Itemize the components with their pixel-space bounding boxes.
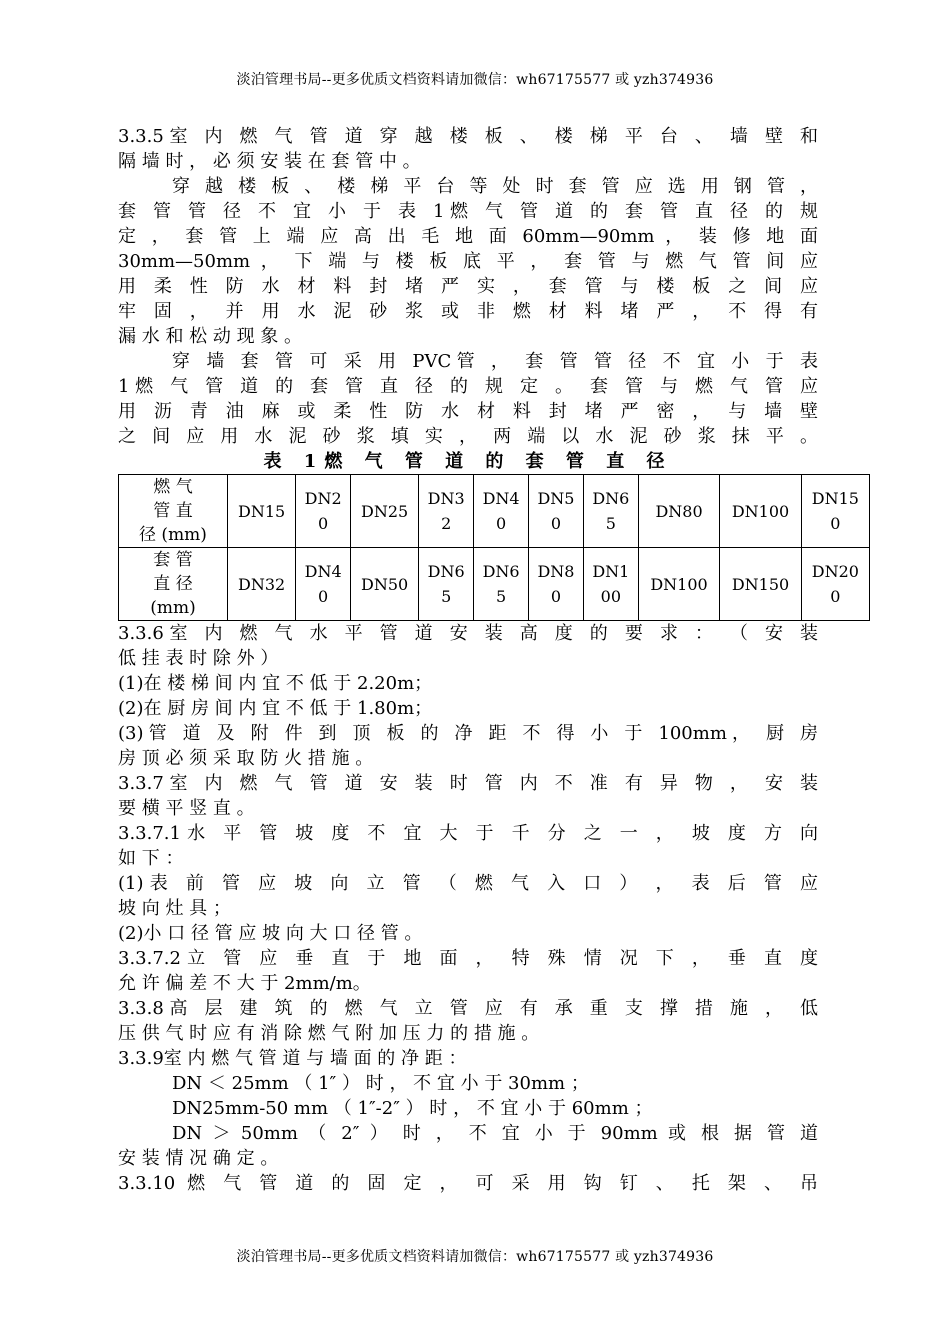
paragraph-line: 用 沥 青 油 麻 或 柔 性 防 水 材 料 封 堵 严 密 ， 与 墙 壁 bbox=[118, 401, 818, 422]
table-cell bbox=[720, 475, 801, 548]
table-cell-value: DN8 0 bbox=[537, 562, 575, 606]
table-cell bbox=[638, 475, 719, 548]
paragraph-line: 漏 水 和 松 动 现 象 。 bbox=[118, 326, 303, 347]
paragraph-line: DN ＜ 25mm （ 1″ ） 时 ， 不 宜 小 于 30mm ； bbox=[172, 1073, 589, 1094]
paragraph-line: (2)在 厨 房 间 内 宜 不 低 于 1.80m； bbox=[118, 698, 433, 719]
paragraph-line: 穿 越 楼 板 、 楼 梯 平 台 等 处 时 套 管 应 选 用 钢 管 ， bbox=[172, 176, 818, 197]
table-cell bbox=[529, 475, 584, 548]
table-cell-value: DN20 0 bbox=[811, 562, 859, 606]
table-cell bbox=[638, 548, 719, 621]
table-cell-value: DN50 bbox=[361, 574, 409, 594]
paragraph-line: 定 ， 套 管 上 端 应 高 出 毛 地 面 60mm—90mm ， 装 修 地 面 bbox=[118, 226, 818, 247]
table-cell-value: DN5 0 bbox=[537, 489, 575, 533]
table-cell bbox=[583, 475, 638, 548]
table-row bbox=[119, 475, 870, 548]
paragraph-line: 3.3.8高 层 建 筑 的 燃 气 立 管 应 有 承 重 支 撑 措 施 ， 低 bbox=[118, 998, 818, 1019]
paragraph-line: 3.3.7.2立 管 应 垂 直 于 地 面 ， 特 殊 情 况 下 ， 垂 直 度 bbox=[118, 948, 818, 969]
paragraph-line: 之 间 应 用 水 泥 砂 浆 填 实 ， 两 端 以 水 泥 砂 浆 抹 平 。 bbox=[118, 426, 818, 447]
paragraph-line: 穿 墙 套 管 可 采 用 PVC管 ， 套 管 管 径 不 宜 小 于 表 bbox=[172, 351, 818, 372]
table-cell-value: DN32 bbox=[237, 574, 286, 594]
paragraph-line: 3.3.5室 内 燃 气 管 道 穿 越 楼 板 、 楼 梯 平 台 、 墙 壁 和 bbox=[118, 126, 818, 147]
table-cell-value: DN2 0 bbox=[304, 489, 342, 533]
table-cell bbox=[583, 548, 638, 621]
paragraph-line: DN25mm-50 mm （ 1″-2″ ） 时 ， 不 宜 小 于 60mm ； bbox=[172, 1098, 653, 1119]
table-cell-value: DN1 00 bbox=[592, 562, 630, 606]
page-footer: 淡泊管理书局--更多优质文档资料请加微信：wh67175577 或 yzh374936 bbox=[236, 1249, 714, 1265]
paragraph-line: 套 管 管 径 不 宜 小 于 表 1燃 气 管 道 的 套 管 直 径 的 规 bbox=[118, 201, 818, 222]
paragraph-line: 隔 墙 时 ， 必 须 安 装 在 套 管 中 。 bbox=[118, 151, 421, 172]
paragraph-line: 30mm—50mm ， 下 端 与 楼 板 底 平 ， 套 管 与 燃 气 管 间 应 bbox=[118, 251, 818, 272]
paragraph-line: 压 供 气 时 应 有 消 除 燃 气 附 加 压 力 的 措 施 。 bbox=[118, 1023, 540, 1044]
paragraph-line: DN ＞ 50mm （ 2″ ） 时 ， 不 宜 小 于 90mm 或 根 据 管 道 bbox=[172, 1123, 818, 1144]
paragraph-line: (3)管 道 及 附 件 到 顶 板 的 净 距 不 得 小 于 100mm， 厨 房 bbox=[118, 723, 818, 744]
paragraph-line: (1)表 前 管 应 坡 向 立 管 （ 燃 气 入 口 ） ， 表 后 管 应 bbox=[118, 873, 818, 894]
paragraph-line: 3.3.7室 内 燃 气 管 道 安 装 时 管 内 不 准 有 异 物 ， 安 装 bbox=[118, 773, 818, 794]
table-cell bbox=[801, 548, 869, 621]
table-cell bbox=[296, 548, 351, 621]
table-cell-value: DN4 0 bbox=[482, 489, 520, 533]
table-cell bbox=[296, 475, 351, 548]
paragraph-line: 牢 固 ， 并 用 水 泥 砂 浆 或 非 燃 材 料 堵 严 ， 不 得 有 bbox=[118, 301, 818, 322]
table-cell bbox=[529, 548, 584, 621]
table-cell bbox=[801, 475, 869, 548]
table-cell-value: DN6 5 bbox=[427, 562, 465, 606]
table-cell-value: DN80 bbox=[655, 501, 703, 521]
table-cell-value: DN4 0 bbox=[304, 562, 342, 606]
table-cell-value: DN150 bbox=[731, 574, 790, 594]
row-header-gas-pipe: 燃 气 管 直 径 (mm) bbox=[119, 475, 228, 548]
table-cell bbox=[228, 548, 296, 621]
table-cell bbox=[419, 475, 474, 548]
paragraph-line: 低 挂 表 时 除 外 ） bbox=[118, 648, 279, 669]
table-cell-value: DN6 5 bbox=[592, 489, 630, 533]
paragraph-line: 如 下 ： bbox=[118, 848, 184, 869]
table-cell bbox=[228, 475, 296, 548]
paragraph-line: 1燃 气 管 道 的 套 管 直 径 的 规 定 。 套 管 与 燃 气 管 应 bbox=[118, 376, 818, 397]
paragraph-line: (1)在 楼 梯 间 内 宜 不 低 于 2.20m； bbox=[118, 673, 433, 694]
table-cell bbox=[474, 548, 529, 621]
table-cell bbox=[419, 548, 474, 621]
table-cell bbox=[351, 475, 419, 548]
table-cell bbox=[351, 548, 419, 621]
table-cell bbox=[720, 548, 801, 621]
table-row bbox=[119, 548, 870, 621]
paragraph-line: 3.3.6室 内 燃 气 水 平 管 道 安 装 高 度 的 要 求 ： （ 安 装 bbox=[118, 623, 818, 644]
table-caption: 表 1燃 气 管 道 的 套 管 直 径 bbox=[263, 451, 673, 472]
paragraph-line: 3.3.9室 内 燃 气 管 道 与 墙 面 的 净 距 ： bbox=[118, 1048, 467, 1069]
table-cell bbox=[474, 475, 529, 548]
paragraph-line: 3.3.7.1水 平 管 坡 度 不 宜 大 于 千 分 之 一 ， 坡 度 方 向 bbox=[118, 823, 818, 844]
table-cell-value: DN6 5 bbox=[482, 562, 520, 606]
document-body bbox=[118, 124, 859, 1196]
table-cell-value: DN15 0 bbox=[811, 489, 859, 533]
paragraph-line: 用 柔 性 防 水 材 料 封 堵 严 实 ， 套 管 与 楼 板 之 间 应 bbox=[118, 276, 818, 297]
paragraph-line: 安 装 情 况 确 定 。 bbox=[118, 1148, 279, 1169]
paragraph-line: (2)小 口 径 管 应 坡 向 大 口 径 管 。 bbox=[118, 923, 423, 944]
table-cell-value: DN15 bbox=[237, 501, 286, 521]
table-cell-value: DN100 bbox=[731, 501, 790, 521]
paragraph-line: 允 许 偏 差 不 大 于 2mm/m。 bbox=[118, 973, 371, 994]
sleeve-diameter-table bbox=[118, 474, 870, 621]
table-cell-value: DN100 bbox=[650, 574, 708, 594]
table-cell-value: DN3 2 bbox=[427, 489, 465, 533]
row-header-sleeve: 套 管 直 径 (mm) bbox=[119, 548, 228, 621]
page-header: 淡泊管理书局--更多优质文档资料请加微信：wh67175577 或 yzh374936 bbox=[236, 72, 714, 88]
paragraph-line: 要 横 平 竖 直 。 bbox=[118, 798, 255, 819]
table-cell-value: DN25 bbox=[361, 501, 409, 521]
paragraph-line: 房 顶 必 须 采 取 防 火 措 施 。 bbox=[118, 748, 374, 769]
paragraph-line: 3.3.10 燃 气 管 道 的 固 定 ， 可 采 用 钩 钉 、 托 架 、 吊 bbox=[118, 1173, 818, 1194]
paragraph-line: 坡 向 灶 具 ； bbox=[118, 898, 231, 919]
